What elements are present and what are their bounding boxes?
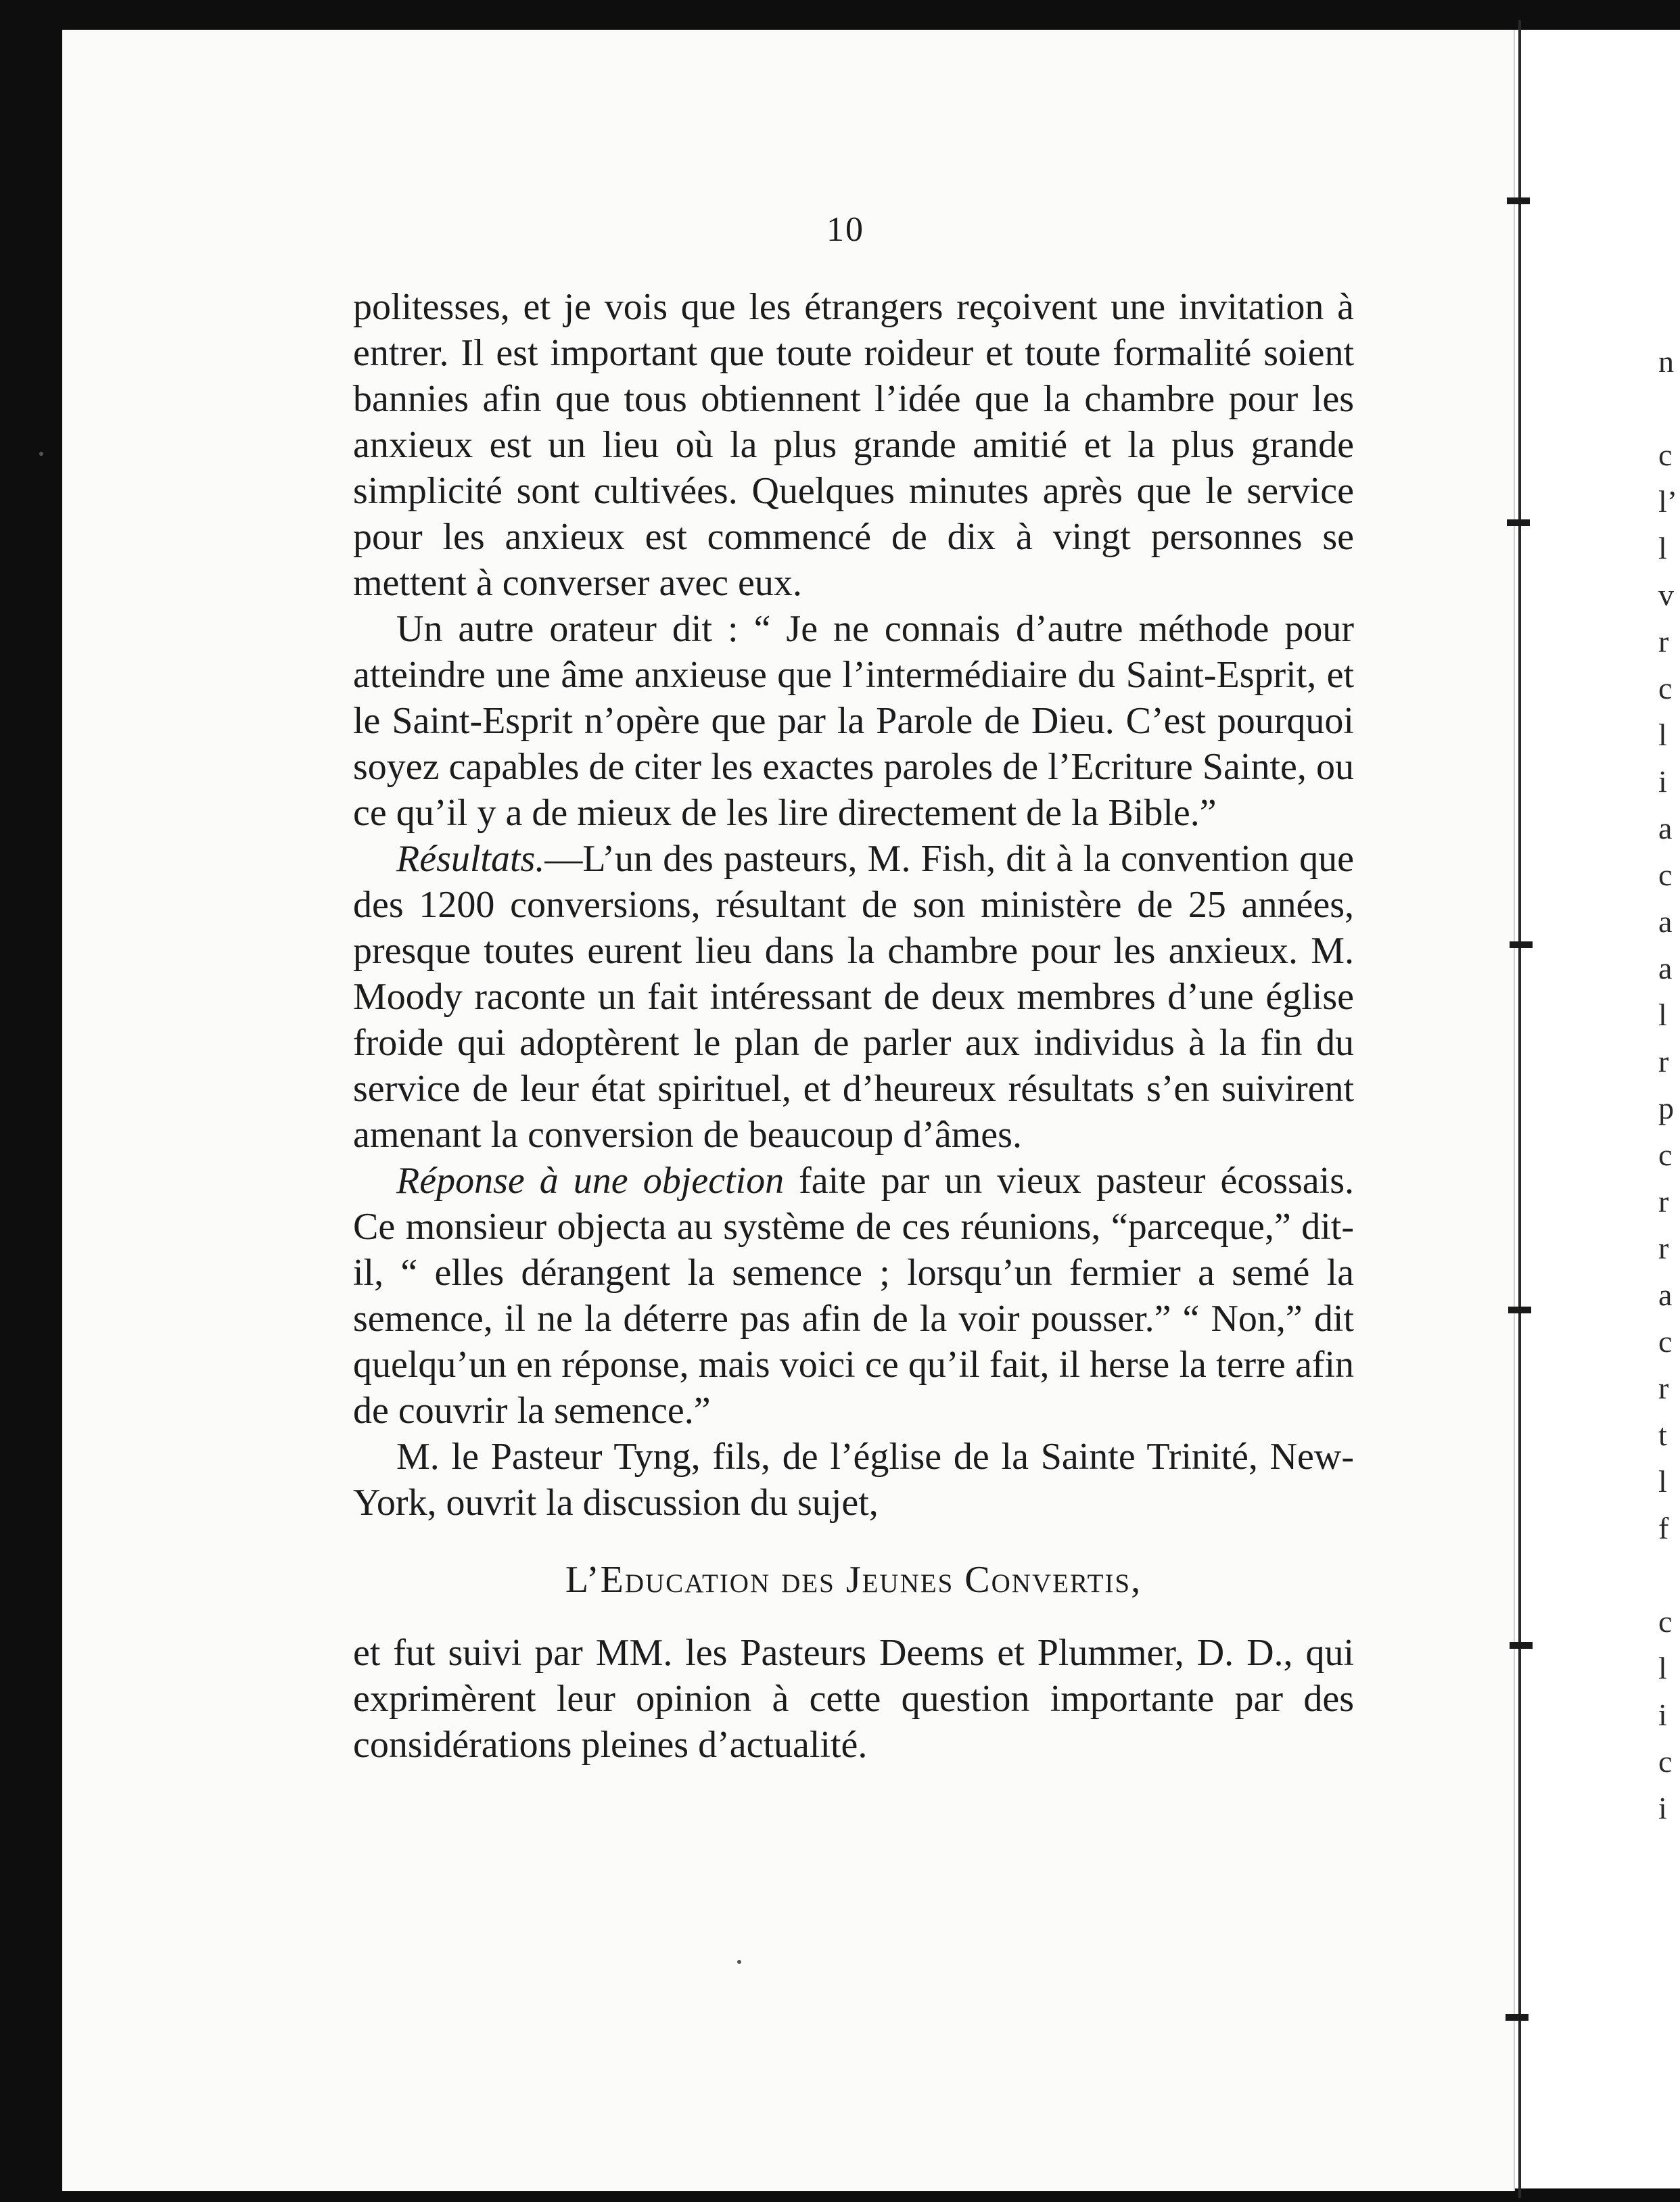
facing-page-fragment: r bbox=[1658, 1371, 1669, 1405]
scan-speck bbox=[737, 1960, 741, 1964]
scan-border-top bbox=[0, 0, 1680, 30]
paragraph-politesses: politesses, et je vois que les étrangers reçoivent une invitation à entrer. Il est important que toute roideur et toute formalité soient bannies afin que tous obtiennent l’idée que la chambre pour les anxieux est un lieu où la plus grande amitié et la plus grande simplicité sont cultivées. Quelques minutes après que le service pour les anxieux est commencé de dix à vingt personnes se mettent à converser avec eux. bbox=[353, 286, 1354, 604]
facing-page-fragment: c bbox=[1658, 858, 1673, 892]
binding-clip bbox=[1507, 197, 1530, 204]
paragraph-text-reponse: faite par un vieux pasteur écossais. Ce monsieur objecta au système de ces réunions, “parceque,” dit-il, “ elles dérangent la semence ; lorsqu’un fermier a semé la semence, il ne la déterre pas afin de la voir pousser.” “ Non,” dit quelqu’un en réponse, mais voici ce qu’il fait, il herse la terre afin de couvrir la semence.” bbox=[353, 1160, 1355, 1432]
facing-page-fragment: c bbox=[1658, 1604, 1673, 1639]
binding-thread bbox=[1518, 20, 1521, 2198]
facing-page-fragment: c bbox=[1658, 671, 1673, 705]
facing-page-edge bbox=[1658, 338, 1680, 1831]
paragraph-closing: et fut suivi par MM. les Pasteurs Deems et Plummer, D. D., qui exprimèrent leur opinion à cette question importante par des considérations pleines d’actualité. bbox=[353, 1632, 1354, 1766]
facing-page-fragment: r bbox=[1658, 1231, 1669, 1265]
facing-page-fragment: n bbox=[1658, 344, 1674, 379]
binding-clip bbox=[1510, 941, 1533, 948]
facing-page-fragment: i bbox=[1658, 1791, 1667, 1825]
facing-page-fragment: t bbox=[1658, 1418, 1667, 1452]
facing-page-fragment bbox=[1658, 1551, 1680, 1598]
facing-page-fragment: r bbox=[1658, 1044, 1669, 1079]
binding-clip bbox=[1507, 519, 1530, 526]
facing-page-fragment: l’ bbox=[1658, 484, 1678, 519]
facing-page-fragment: i bbox=[1658, 1697, 1667, 1732]
facing-page-fragment: l bbox=[1658, 718, 1667, 752]
facing-page-fragment bbox=[1658, 385, 1680, 431]
facing-page-fragment: i bbox=[1658, 764, 1667, 799]
facing-page-fragment: a bbox=[1658, 904, 1673, 939]
facing-page-fragment: a bbox=[1658, 951, 1673, 985]
paragraph-reponse bbox=[353, 1158, 1354, 1434]
facing-page-fragment: l bbox=[1658, 1651, 1667, 1685]
facing-page-fragment: a bbox=[1658, 1278, 1673, 1312]
facing-page-fragment: l bbox=[1658, 531, 1667, 565]
paragraph-text-resultats: —L’un des pasteurs, M. Fish, dit à la convention que des 1200 conversions, résultant de son ministère de 25 années, presque toutes eurent lieu dans la chambre pour les anxieux. M. Moody raconte un fait intéressant de deux membres d’une église froide qui adoptèrent le plan de parler aux individus à la fin du service de leur état spirituel, et d’heureux résultats s’en suivirent amenant la conversion de beaucoup d’âmes. bbox=[353, 838, 1354, 1156]
binding-clip bbox=[1508, 1307, 1531, 1313]
facing-page-fragment: f bbox=[1658, 1511, 1669, 1545]
paragraph-lead-reponse: Réponse à une objection bbox=[396, 1160, 785, 1202]
page-number: 10 bbox=[826, 210, 864, 249]
facing-page-fragment: c bbox=[1658, 1138, 1673, 1172]
facing-page-fragment: a bbox=[1658, 811, 1673, 845]
paragraph-autre-orateur: Un autre orateur dit : “ Je ne connais d’autre méthode pour atteindre une âme anxieuse que l’intermédiaire du Saint-Esprit, et le Saint-Esprit n’opère que par la Parole de Dieu. C’est pourquoi soyez capables de citer les exactes paroles de l’Ecriture Sainte, ou ce qu’il y a de mieux de les lire directement de la Bible.” bbox=[353, 608, 1354, 834]
facing-page-fragment: r bbox=[1658, 624, 1669, 659]
facing-page-fragment: r bbox=[1658, 1184, 1669, 1219]
facing-page-fragment: c bbox=[1658, 1744, 1673, 1779]
paragraph-tyng: M. le Pasteur Tyng, fils, de l’église de la Sainte Trinité, New-York, ouvrit la discussion du sujet, bbox=[353, 1436, 1354, 1524]
facing-page-fragment: l bbox=[1658, 1464, 1667, 1499]
section-heading: L’Education des Jeunes Convertis, bbox=[565, 1559, 1142, 1601]
paragraph-lead-resultats: Résultats. bbox=[396, 838, 545, 880]
scan-border-left bbox=[0, 0, 62, 2202]
binding-clip bbox=[1506, 2014, 1529, 2021]
body-text bbox=[353, 284, 1354, 1768]
facing-page-fragment: p bbox=[1658, 1091, 1674, 1125]
facing-page-fragment: v bbox=[1658, 578, 1674, 612]
facing-page-fragment: l bbox=[1658, 998, 1667, 1032]
scan-speck bbox=[39, 452, 43, 456]
binding-clip bbox=[1510, 1642, 1533, 1649]
facing-page-fragment: c bbox=[1658, 1324, 1673, 1359]
paragraph-resultats bbox=[353, 836, 1354, 1158]
facing-page-fragment: c bbox=[1658, 438, 1673, 472]
